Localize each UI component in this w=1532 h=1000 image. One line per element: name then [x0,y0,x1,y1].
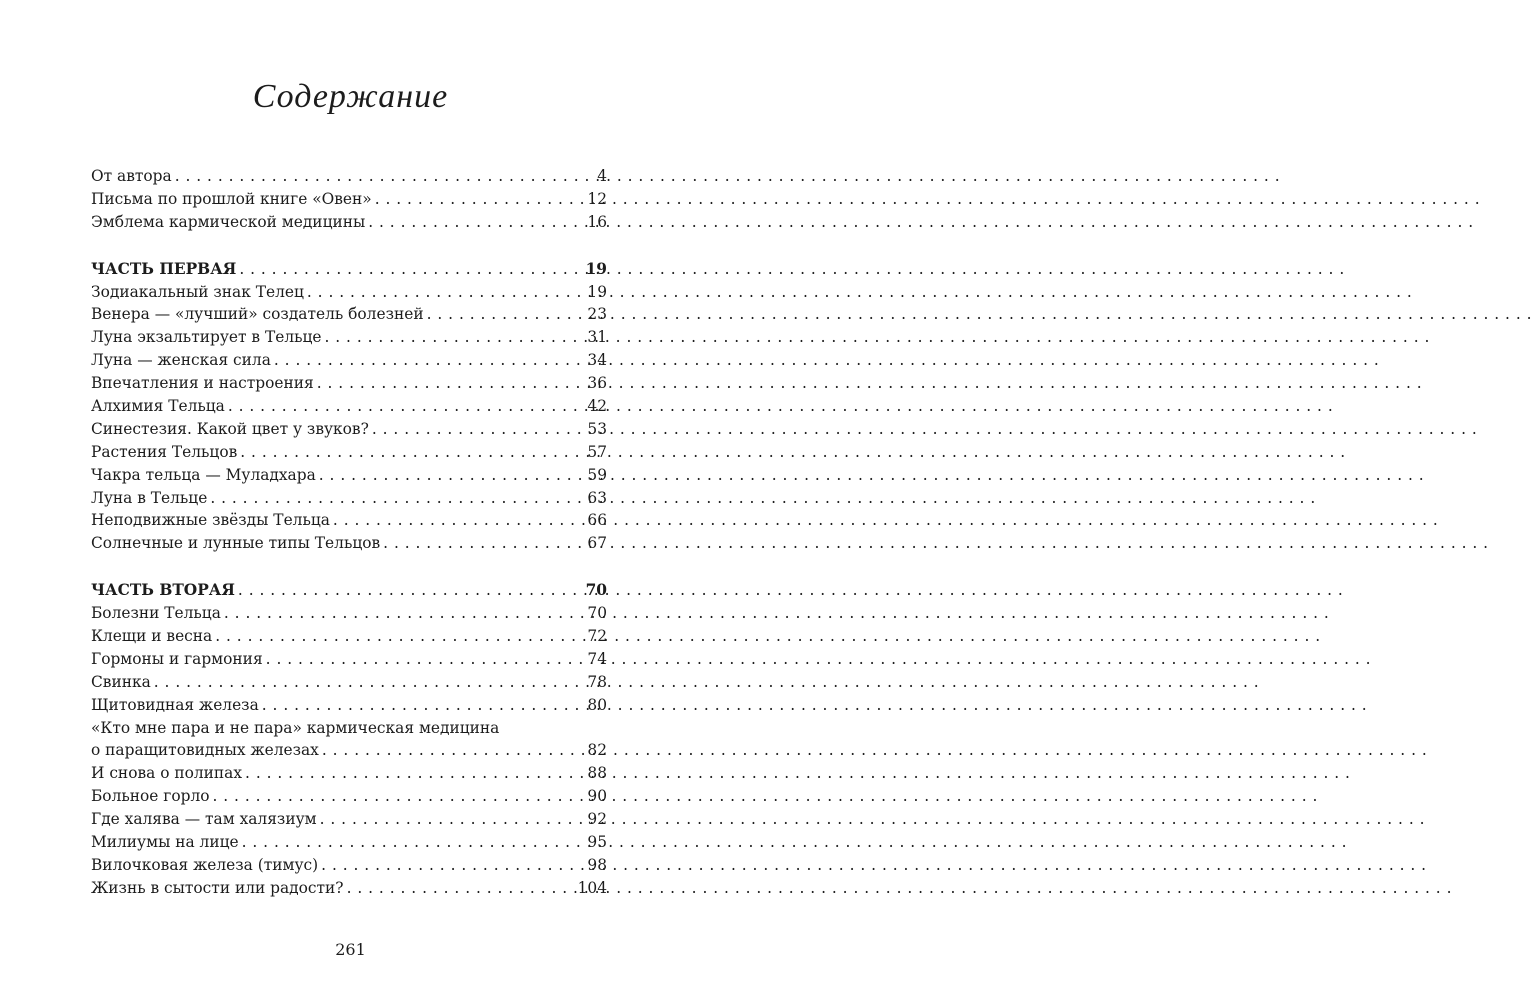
entry-title: Где халява — там халязиум [91,810,317,829]
toc-entry[interactable] [91,441,607,464]
entry-title: Милиумы на лице [91,833,239,852]
toc-entry[interactable] [91,372,607,395]
entry-page: 95 [587,833,607,852]
entry-title: Венера — «лучший» создатель болезней [91,305,424,324]
toc-entry[interactable] [91,694,607,717]
toc-entry[interactable] [91,487,607,510]
toc-entry[interactable] [91,188,607,211]
entry-title: Эмблема кармической медицины [91,212,366,231]
entry-title-line-1: «Кто мне пара и не пара» кармическая медицина [91,718,500,737]
toc-entry[interactable] [91,464,607,487]
dot-leader [317,372,585,395]
heading-title: ЧАСТЬ ПЕРВАЯ [91,259,237,278]
entry-title: Растения Тельцов [91,442,238,461]
entry-title: Вилочковая железа (тимус) [91,855,319,874]
entry-page: 31 [587,328,607,347]
dot-leader [242,831,585,854]
entry-page: 67 [587,534,607,553]
dot-leader [321,854,584,877]
dot-leader [238,579,583,602]
entry-page: 90 [587,787,607,806]
entry-page: 12 [587,189,607,208]
dot-leader [274,349,585,372]
entry-title: Алхимия Тельца [91,397,225,416]
dot-leader [319,464,585,487]
dot-leader [262,694,585,717]
toc-entry[interactable] [91,785,607,808]
entry-title: Впечатления и настроения [91,374,314,393]
toc-entry[interactable] [91,395,607,418]
toc-entry[interactable] [91,854,607,877]
entry-title: Больное горло [91,787,210,806]
dot-leader [175,165,595,188]
heading-title: ЧАСТЬ ВТОРАЯ [91,581,235,600]
dot-leader [215,625,584,648]
entry-page: 66 [587,511,607,530]
toc-entry[interactable] [91,532,607,555]
entry-title: Щитовидная железа [91,695,259,714]
part-two-section [91,579,607,899]
toc-entry[interactable] [91,418,607,441]
dot-leader [322,739,585,762]
dot-leader [210,487,584,510]
entry-page: 42 [587,397,607,416]
intro-section [91,165,607,234]
entry-title: Неподвижные звёзды Тельца [91,511,330,530]
heading-page: 19 [585,259,607,278]
entry-title: Гормоны и гармония [91,649,263,668]
entry-title: Клещи и весна [91,627,213,646]
entry-page: 92 [587,810,607,829]
dot-leader [324,326,584,349]
dot-leader [320,808,585,831]
entry-title: И снова о полипах [91,764,243,783]
toc-entry[interactable] [91,326,607,349]
dot-leader [239,258,582,281]
toc-entry[interactable] [91,509,607,532]
entry-page: 74 [587,649,607,668]
toc-entry[interactable] [91,303,607,326]
toc-entry[interactable] [91,877,607,900]
entry-title: Луна в Тельце [91,488,208,507]
table-of-contents [91,165,607,900]
dot-leader [245,762,584,785]
dot-leader [212,785,584,808]
dot-leader [240,441,584,464]
toc-entry[interactable] [91,831,607,854]
page-number: 261 [335,940,366,959]
dot-leader [228,395,585,418]
toc-entry[interactable] [91,211,607,234]
part-one-section [91,258,607,556]
dot-leader [368,211,584,234]
entry-title: Письма по прошлой книге «Овен» [91,189,372,208]
entry-page: 78 [587,672,607,691]
toc-entry[interactable] [91,349,607,372]
toc-entry[interactable] [91,671,607,694]
toc-entry[interactable] [91,762,607,785]
entry-title: Зодиакальный знак Телец [91,282,304,301]
entry-page: 72 [587,627,607,646]
entry-title: Жизнь в сытости или радости? [91,878,344,897]
entry-page: 57 [587,442,607,461]
entry-title: Синестезия. Какой цвет у звуков? [91,419,369,438]
entry-title: Луна экзальтирует в Тельце [91,328,322,347]
dot-leader [224,602,585,625]
entry-title: Луна — женская сила [91,351,271,370]
part-two-heading[interactable] [91,579,607,602]
entry-page: 80 [587,695,607,714]
entry-title: Болезни Тельца [91,604,221,623]
entry-page: 53 [587,419,607,438]
entry-page: 36 [587,374,607,393]
entry-page: 59 [587,465,607,484]
entry-title: Чакра тельца — Муладхара [91,465,316,484]
dot-leader [307,281,585,304]
toc-entry[interactable] [91,281,607,304]
entry-page: 19 [587,282,607,301]
entry-title: Солнечные и лунные типы Тельцов [91,534,381,553]
entry-page: 4 [597,167,607,185]
entry-title: Свинка [91,672,151,691]
toc-entry[interactable] [91,648,607,671]
toc-entry-multiline[interactable] [91,717,607,763]
part-one-heading[interactable] [91,258,607,281]
dot-leader [372,418,585,441]
entry-page: 16 [587,212,607,231]
toc-entry[interactable] [91,602,607,625]
dot-leader [154,671,585,694]
toc-entry[interactable] [91,808,607,831]
heading-page: 70 [585,581,607,600]
toc-entry[interactable] [91,165,607,188]
entry-title: От автора [91,167,172,185]
entry-title-line-2: о паращитовидных железах [91,741,319,760]
entry-page: 98 [587,855,607,874]
dot-leader [427,303,585,326]
toc-entry[interactable] [91,625,607,648]
entry-page: 63 [587,488,607,507]
page-title: Содержание [252,78,449,115]
entry-page: 82 [587,741,607,760]
entry-page: 34 [587,351,607,370]
dot-leader [347,877,575,900]
dot-leader [375,188,585,211]
entry-page: 88 [587,764,607,783]
entry-page: 70 [587,604,607,623]
entry-page: 23 [587,305,607,324]
dot-leader [266,648,585,671]
dot-leader [333,509,585,532]
entry-page: 104 [577,878,607,897]
dot-leader [383,532,584,555]
